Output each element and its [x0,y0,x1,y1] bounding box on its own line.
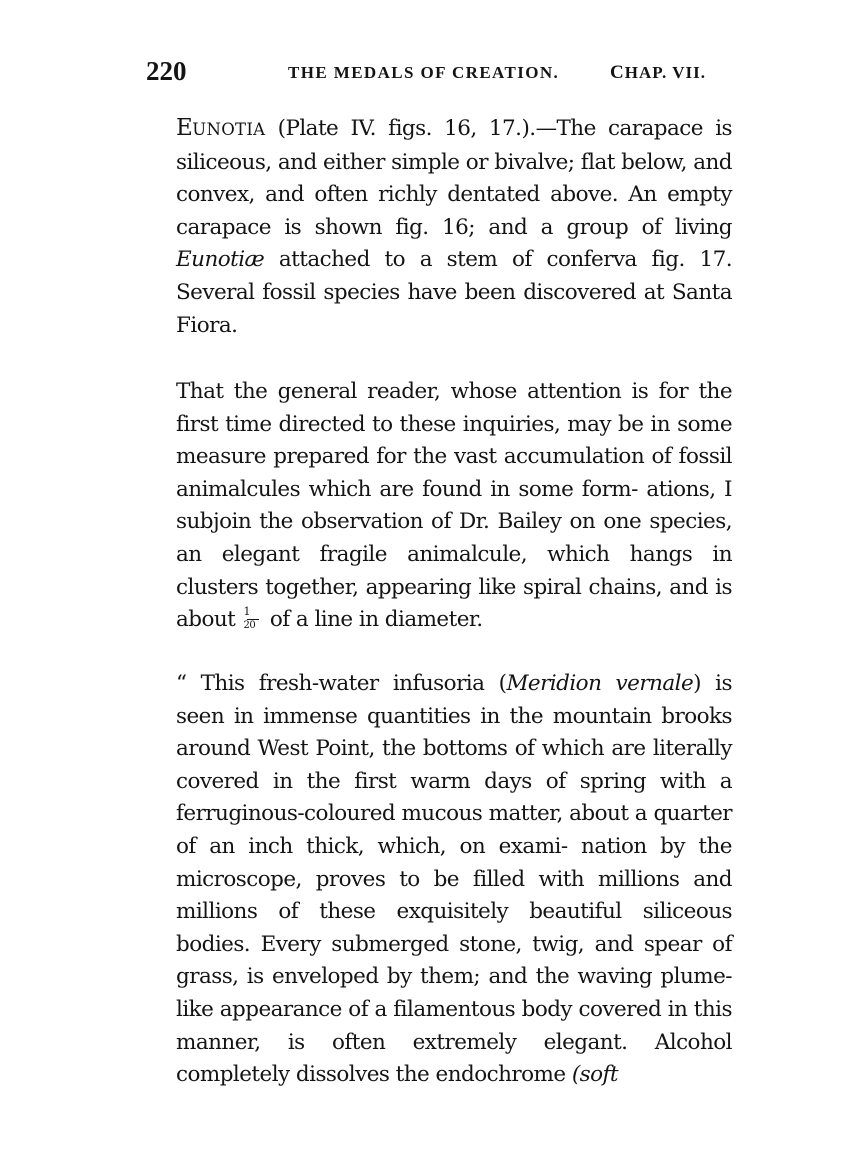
text-line: living [674,214,732,240]
text-line: spring with a ferruginous-coloured mucous matter, [176,768,732,827]
text-line: of fossil animalcules which are found in some form- [176,444,732,502]
text-line: attached to a stem of conferva [264,247,637,273]
text-line: brooks around West Point, the bottoms of which [176,703,732,762]
chapter-label-initial: C [609,62,625,83]
text-line: That the general reader, whose attention is for [176,379,689,404]
fraction-denominator: 20 [243,620,256,632]
italic-genus-name: Eunotiæ [176,247,265,273]
text-line: fig. 17. Several fossil species have been discovered [176,247,732,305]
paragraph-general-reader [146,376,732,637]
text-line: the first time directed to these inquiries, may be in [176,379,732,437]
italic-text: (soft [571,1062,619,1088]
fraction-numerator: 1 [243,605,250,619]
text-line: are literally covered in the first warm days of [176,736,732,794]
text-line: “ This fresh-water infusoria ( [176,671,507,696]
text-line: (Plate IV. figs. 16, 17.).—The carapace [265,116,703,141]
text-line: is siliceous, and either simple or bivalve; flat below, [176,116,732,175]
genus-initial: E [176,115,193,141]
text-line: empty carapace is shown fig. 16; and a group of [176,182,732,240]
text-line: nation by the microscope, proves to be filled with [176,833,732,892]
text-line: and convex, and often richly dentated above. An [176,149,732,208]
paragraph-eunotia [146,112,732,342]
chapter-label [610,63,706,83]
text-line: hangs in clusters together, appearing like spiral [176,541,732,600]
page-number: 220 [146,56,187,86]
text-line: of a line in diameter. [263,607,483,633]
text-line: waving plume-like appearance of a filamentous body [176,964,732,1022]
paragraph-bailey-quote [146,668,732,1092]
text-line: ations, I subjoin the observation of Dr. Bailey on [176,476,732,535]
genus-small-caps: UNOTIA [192,120,266,139]
text-line: one species, an elegant fragile animalcule, which [176,509,732,567]
italic-species-name: Meridion vernale [506,671,694,696]
text-line: ) [693,671,701,696]
text-line: Alcohol completely dissolves the endochrome [176,1029,732,1088]
fraction [243,605,262,632]
running-title: THE MEDALS OF CREATION. [288,63,560,82]
text-line: chains, and is about [176,574,732,633]
text-line: siliceous bodies. Every submerged stone, twig, [176,899,732,957]
text-line: and spear of grass, is enveloped by them; and the [176,931,732,990]
chapter-label-rest: HAP. VII. [624,63,706,82]
text-line: millions and millions of these exquisitely beautiful [176,866,732,925]
text-line: at Santa Fiora. [176,279,732,338]
page-header [146,56,706,92]
text-line: about a quarter of an inch thick, which, on exami- [176,801,732,859]
text-line: some measure prepared for the vast accumulation [176,411,732,470]
text-line: covered in this manner, is often extremely elegant. [176,996,732,1055]
text-line: is seen in immense quantities in the mountain [176,671,732,729]
